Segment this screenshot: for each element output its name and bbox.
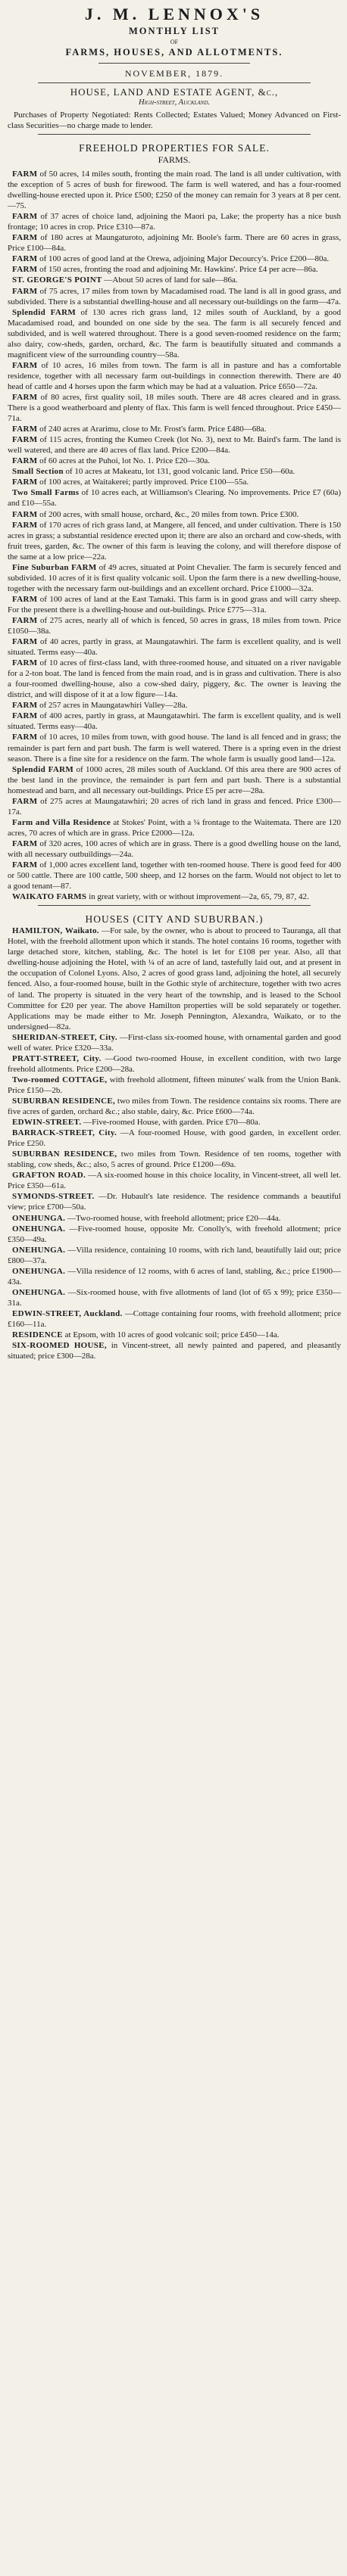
listing-item [8, 392, 341, 424]
listing-lead: FARM [12, 615, 38, 625]
listing-text: —Good two-roomed House, in excellent condition, with two large freehold allotments. Price £200—28a. [8, 1053, 341, 1074]
agency-address: High-street, Auckland. [138, 98, 211, 107]
listing-text: —Five-roomed House, with garden. Price £70—80a. [83, 1118, 261, 1128]
section-subtitle: FARMS. [158, 154, 191, 165]
listing-text: of 10 acres, 10 miles from town, with good house. The land is all fenced and in grass; the remainder is part fern and part bush. The farm is well watered. There is a spring even in the driest season. There is a fine site for a residence on the farm. The whole farm is usually good land—12a. [8, 733, 341, 764]
listing-item [8, 456, 341, 466]
listing-item [8, 169, 341, 211]
listing-item [8, 1213, 341, 1224]
listing-item [8, 1096, 341, 1117]
agency-divider [38, 134, 311, 135]
listing-item [8, 509, 341, 520]
listing-item [8, 700, 341, 711]
listing-lead: Fine Suburban FARM [12, 562, 97, 572]
listing-item [8, 1128, 341, 1149]
listing-lead: FARM [12, 658, 38, 668]
listing-item [8, 636, 341, 658]
listing-text: of 1,000 acres excellent land, together with ten-roomed house. There is good feed for 400 or 500 cattle. There are 100 cattle, 500 sheep, and 12 horses on the farm. Would not object to let to a good tenant—87. [8, 860, 341, 891]
listing-lead: Splendid FARM [12, 307, 77, 317]
listing-text: of 10 acres at Makeatu, lot 131, good volcanic land. Price £50—60a. [65, 467, 295, 477]
date-divider [38, 82, 311, 83]
listing-lead: SUBURBAN RESIDENCE, [12, 1096, 116, 1106]
listing-lead: FARM [12, 233, 38, 243]
listing-lead: Two-roomed COTTAGE, [12, 1075, 108, 1084]
listing-text: —Villa residence, containing 10 rooms, with rich land, beautifully laid out; price £800—37a. [8, 1245, 341, 1265]
listing-lead: Splendid FARM [12, 764, 74, 774]
listing-item [8, 275, 341, 285]
listing-text: —For sale, by the owner, who is about to proceed to Tauranga, all that Hotel, with the freehold allotment upon which it stands. The hotel contains 16 rooms, together with large detached store, kitchen, stabling, &c. The hotel is let for £108 per year. Also, all that dwelling-house adjoining the Hotel, with ¼ of an acre of land, tastefully laid out, and at present in the occupation of Colonel Lyons. Also, 2 acres of good grass land, adjoining the hotel, all securely fenced. Also, a four-roomed house, built in the Gothic style of architecture, together with two acres of land. The property is situated in the very heart of the township, and is leased to the School Committee for £20 per year. The above Hamilton properties will be sold separately or together. Applications may be made either to Mr. Joseph Pennington, Alexandra, Waikato, or to the undersigned—82a. [8, 926, 342, 1031]
masthead-line3: FARMS, HOUSES, AND ALLOTMENTS. [65, 47, 283, 58]
masthead-title: J. M. LENNOX'S [84, 5, 264, 23]
listing-lead: EDWIN-STREET. [12, 1118, 82, 1128]
listing-lead: FARM [12, 701, 38, 711]
listing-text: of 115 acres, fronting the Kumeo Creek (lot No. 3), next to Mr. Baird's farm. The land is well watered, and there are 40 acres of flax land. Price £200—84a. [8, 435, 342, 456]
section-title: FREEHOLD PROPERTIES FOR SALE. [79, 142, 270, 154]
listing-item [8, 1075, 341, 1096]
listing-item [8, 658, 341, 700]
listing-text: of 100 acres, at Waitakerei; partly improved. Price £100—55a. [39, 478, 249, 487]
section-houses [8, 913, 341, 1361]
listing-lead: FARM [12, 478, 38, 487]
listing-lead: Farm and Villa Residence [12, 817, 111, 827]
listing-item [8, 520, 341, 562]
listing-lead: PRATT-STREET, City. [12, 1053, 102, 1063]
listing-text: of 320 acres, 100 acres of which are in grass. There is a good dwelling house on the land, with all necessary outbuildings—24a. [8, 838, 342, 859]
listing-lead: GRAFTON ROAD. [12, 1171, 86, 1181]
listing-item [8, 764, 341, 796]
listing-text: —First-class six-roomed house, with ornamental garden and good well of water. Price £320—33a. [8, 1032, 341, 1053]
listing-lead: FARM [12, 254, 38, 264]
listing-lead: FARM [12, 212, 38, 222]
listing-item [8, 1308, 341, 1330]
listing-lead: HAMILTON, Waikato. [12, 926, 99, 936]
listing-item [8, 594, 341, 615]
listing-text: of 200 acres, with small house, orchard, &c., 20 miles from town. Price £300. [39, 509, 299, 519]
listing-text: of 275 acres at Maungatawhiri; 20 acres of rich land in grass and fenced. Price £300—17a. [8, 796, 342, 817]
listing-text: in great variety, with or without improvement—2a, 65, 79, 87, 42. [89, 892, 309, 902]
listing-item [8, 264, 341, 275]
listing-text: with freehold allotment, fifteen minutes' walk from the Union Bank. Price £150—2b. [8, 1075, 342, 1095]
listing-text: —Cottage containing four rooms, with freehold allotment; price £160—11a. [8, 1308, 342, 1329]
listing-item [8, 1149, 341, 1170]
listing-item [8, 926, 341, 1031]
listing-lead: SUBURBAN RESIDENCE, [12, 1150, 117, 1159]
listing-item [8, 1330, 341, 1340]
listing-lead: Small Section [12, 467, 64, 477]
listing-item [8, 424, 341, 434]
listing-text: of 40 acres, partly in grass, at Maungatawhiri. The farm is excellent quality, and is well situated. Terms easy—40a. [8, 637, 341, 658]
listing-item [8, 838, 341, 860]
listing-text: of 180 acres at Maungaturoto, adjoining Mr. Boole's farm. There are 60 acres in grass, Price £100—84a. [8, 233, 342, 254]
listing-lead: FARM [12, 711, 38, 721]
listing-text: —Villa residence of 12 rooms, with 6 acres of land, stabling, &c.; price £1900—43a. [8, 1266, 341, 1286]
listing-item [8, 487, 341, 509]
listing-text: two miles from Town. The residence contains six rooms. There are five acres of garden, orchard &c.; also stable, dairy, &c. Price £600—74a. [8, 1096, 341, 1117]
listing-text: of 49 acres, situated at Point Chevalier. The farm is securely fenced and subdivided. 10 acres of it is first quality volcanic soil. Upon the farm there is a new dwelling-house, together with the necessary farm out-buildings and an excellent orchard. Price £1000—32a. [8, 562, 341, 593]
listing-item [8, 434, 341, 456]
listing-text: of 37 acres of choice land, adjoining the Maori pa, Lake; the property has a nice bush frontage; 10 acres in crop. Price £310—87a. [8, 212, 342, 232]
listing-lead: FARM [12, 796, 38, 806]
listing-item [8, 796, 341, 817]
listing-lead: ONEHUNGA. [12, 1266, 66, 1276]
listing-lead: ONEHUNGA. [12, 1213, 66, 1223]
issue-date: NOVEMBER, 1879. [124, 68, 224, 79]
listing-lead: FARM [12, 265, 38, 275]
listing-text: —Two-roomed house, with freehold allotment; price £20—44a. [67, 1213, 281, 1223]
listing-lead: ST. GEORGE'S POINT [12, 275, 102, 285]
listing-item [8, 307, 341, 360]
listing-item [8, 615, 341, 636]
listing-item [8, 1191, 341, 1212]
listing-lead: FARM [12, 509, 38, 519]
listing-text: of 10 acres each, at Williamson's Clearing. No improvements. Price £7 (60a) and £10—55a. [8, 488, 342, 509]
listing-lead: ONEHUNGA. [12, 1287, 66, 1297]
listing-list [8, 926, 341, 1361]
listing-item [8, 1053, 341, 1075]
listing-lead: FARM [12, 286, 38, 296]
listing-lead: FARM [12, 425, 38, 434]
masthead-of: OF [170, 39, 179, 45]
listing-lead: FARM [12, 733, 38, 742]
listing-item [8, 232, 341, 254]
listing-text: of 240 acres at Ararimu, close to Mr. Frost's farm. Price £480—68a. [39, 425, 267, 434]
listing-text: of 170 acres of rich grass land, at Mangere, all fenced, and under cultivation. There is 150 acres in grass; a substantial residence erected upon it; there are also an orchard and cow-sheds, with fruit trees, garden, &c. The owner of this farm is leaving the colony, and will therefore dispose of the same at a low price—22a. [8, 520, 342, 562]
listing-lead: ONEHUNGA. [12, 1224, 66, 1234]
listing-text: of 50 acres, 14 miles south, fronting the main road. The land is all under cultivation, with the exception of 5 acres of bush for firewood. The farm is well watered, and has a four-roomed dwelling-house erected upon it. Price £500; £250 of the money can remain for 3 years at 8 per cent.—75. [8, 170, 341, 211]
listing-item [8, 732, 341, 764]
listing-lead: SIX-ROOMED HOUSE, [12, 1341, 107, 1351]
listing-text: of 400 acres, partly in grass, at Maungatawhiri. The farm is excellent quality, and is well situated. Terms easy—40a. [8, 711, 341, 732]
listing-lead: ONEHUNGA. [12, 1245, 66, 1255]
listing-item [8, 211, 341, 232]
listing-lead: FARM [12, 360, 38, 370]
listing-item [8, 1224, 341, 1245]
listing-text: —A six-roomed house in this choice locality, in Vincent-street, all well let. Price £350—61a. [8, 1171, 341, 1191]
listing-lead: FARM [12, 838, 38, 848]
listing-item [8, 1170, 341, 1191]
listing-item [8, 1032, 341, 1053]
section-title: HOUSES (CITY AND SUBURBAN.) [85, 913, 264, 926]
listing-text: two miles from Town. Residence of ten rooms, together with stabling, cow sheds, &c.; also, 5 acres of ground. Price £1200—69a. [8, 1150, 341, 1170]
listing-text: —Dr. Hubault's late residence. The residence commands a beautiful view; price £700—50a. [8, 1192, 341, 1212]
listing-text: at Stokes' Point, with a ¼ frontage to the Waitemata. There are 120 acres, 70 acres of which are in grass. Price £2000—12a. [8, 817, 341, 838]
listing-item [8, 360, 341, 392]
listing-lead: FARM [12, 435, 38, 445]
listing-text: of 80 acres, first quality soil, 18 miles south. There are 48 acres cleared and in grass. There is a good weatherboard and plenty of flax. This farm is well fenced throughout. Price £450—71a. [8, 392, 341, 424]
listing-item [8, 254, 341, 264]
listing-lead: FARM [12, 392, 38, 402]
listing-item [8, 1117, 341, 1128]
listing-lead: SHERIDAN-STREET, City. [12, 1032, 117, 1042]
listing-item [8, 562, 341, 594]
masthead-subtitle: MONTHLY LIST [129, 26, 220, 36]
listing-text: —Five-roomed house, opposite Mr. Conolly's, with freehold allotment; price £350—49a. [8, 1224, 342, 1244]
listing-text: of 100 acres of land at the East Tamaki. This farm is in good grass and will carry sheep. For the present there is a dwelling-house and out-buildings. Price £775—31a. [8, 594, 341, 614]
listing-lead: EDWIN-STREET, Auckland. [12, 1308, 123, 1318]
listing-lead: BARRACK-STREET, City. [12, 1128, 117, 1138]
listing-text: of 100 acres of good land at the Orewa, adjoining Major Decourcy's. Price £200—80a. [39, 254, 330, 264]
agency-notice: Purchases of Property Negotiated: Rents Collected; Estates Valued; Money Advanced on First-class Securities—no charge made to lender. [8, 110, 341, 130]
listing-item [8, 860, 341, 891]
listing-text: of 75 acres, 17 miles from town by Macadamised road. The land is all in good grass, and subdivided. There is a substantial dwelling-house and all necessary out-buildings on the farm—47a. [8, 286, 342, 306]
listing-item [8, 891, 341, 902]
listing-text: of 130 acres rich grass land, 12 miles south of Auckland, by a good Macadamised road, and bounded on one side by the sea. The farm is all securely fenced and subdivided, and is well watered throughout. There is a good seven-roomed residence on the farm; also dairy, cow-sheds, garden, orchard, &c. The farm is beautifully situated and commands a magnificent view of the surrounding country—58a. [8, 307, 341, 359]
listing-lead: FARM [12, 520, 38, 530]
listing-item [8, 1245, 341, 1266]
listing-text: of 10 acres of first-class land, with three-roomed house, and situated on a river navigable for a 2-ton boat. The land is fenced from the main road, and is in grass and cultivation. There is also a four-roomed dwelling-house, also a cow-shed dairy, piggery, &c. The owner is leaving the district, and will dispose of it at a low figure—14a. [8, 658, 341, 700]
listing-lead: FARM [12, 594, 38, 604]
section-freehold [8, 142, 341, 902]
listing-lead: WAIKATO FARMS [12, 892, 87, 902]
listing-item [8, 286, 341, 307]
listing-item [8, 711, 341, 732]
section-divider [38, 905, 311, 906]
listing-text: of 10 acres, 16 miles from town. The farm is all in pasture and has a comfortable residence, together with all necessary farm out-buildings in connection therewith. There are 40 head of cattle and 4 horses upon the farm which may be had at a valuation. Price £650—72a. [8, 360, 342, 391]
listing-lead: RESIDENCE [12, 1330, 63, 1340]
listing-lead: FARM [12, 637, 38, 647]
listing-text: of 150 acres, fronting the road and adjoining Mr. Hawkins'. Price £4 per acre—86a. [39, 265, 318, 275]
listing-text: —Six-roomed house, with five allotments of land (lot of 65 x 99); price £350—31a. [8, 1287, 341, 1308]
listing-item [8, 817, 341, 838]
listing-list [8, 169, 341, 902]
listing-item [8, 477, 341, 487]
listing-text: of 1000 acres, 28 miles south of Auckland. Of this area there are 900 acres of the best land in the province, the remainder is part fern and part bush. There is a substantial homestead and barn, and all necessary out-buildings. Price £5 per acre—28a. [8, 764, 342, 795]
listing-text: of 257 acres in Maungatawhiri Valley—28a. [39, 701, 188, 711]
listing-text: at Epsom, with 10 acres of good volcanic soil; price £450—14a. [64, 1330, 280, 1340]
agency-title: HOUSE, LAND AND ESTATE AGENT, &c., [70, 86, 279, 98]
listing-item [8, 1266, 341, 1287]
listing-text: of 275 acres, nearly all of which is fenced, 50 acres in grass, 18 miles from town. Price £1050—38a. [8, 615, 341, 636]
listing-lead: SYMONDS-STREET. [12, 1192, 95, 1202]
listing-text: —A four-roomed House, with good garden, in excellent order. Price £250. [8, 1128, 341, 1149]
listing-lead: FARM [12, 860, 38, 870]
listing-lead: FARM [12, 456, 38, 466]
listing-text: —About 50 acres of land for sale—86a. [104, 275, 238, 285]
listing-text: of 60 acres at the Puhoi, lot No. 1. Price £20—30a. [39, 456, 210, 466]
listing-item [8, 1287, 341, 1308]
listing-lead: FARM [12, 170, 38, 179]
listing-item [8, 466, 341, 477]
listing-item [8, 1340, 341, 1361]
listing-lead: Two Small Farms [12, 488, 80, 498]
masthead-divider [98, 63, 250, 64]
listing-text: in Vincent-street, all newly painted and papered, and pleasantly situated; price £300—28a. [8, 1341, 341, 1361]
